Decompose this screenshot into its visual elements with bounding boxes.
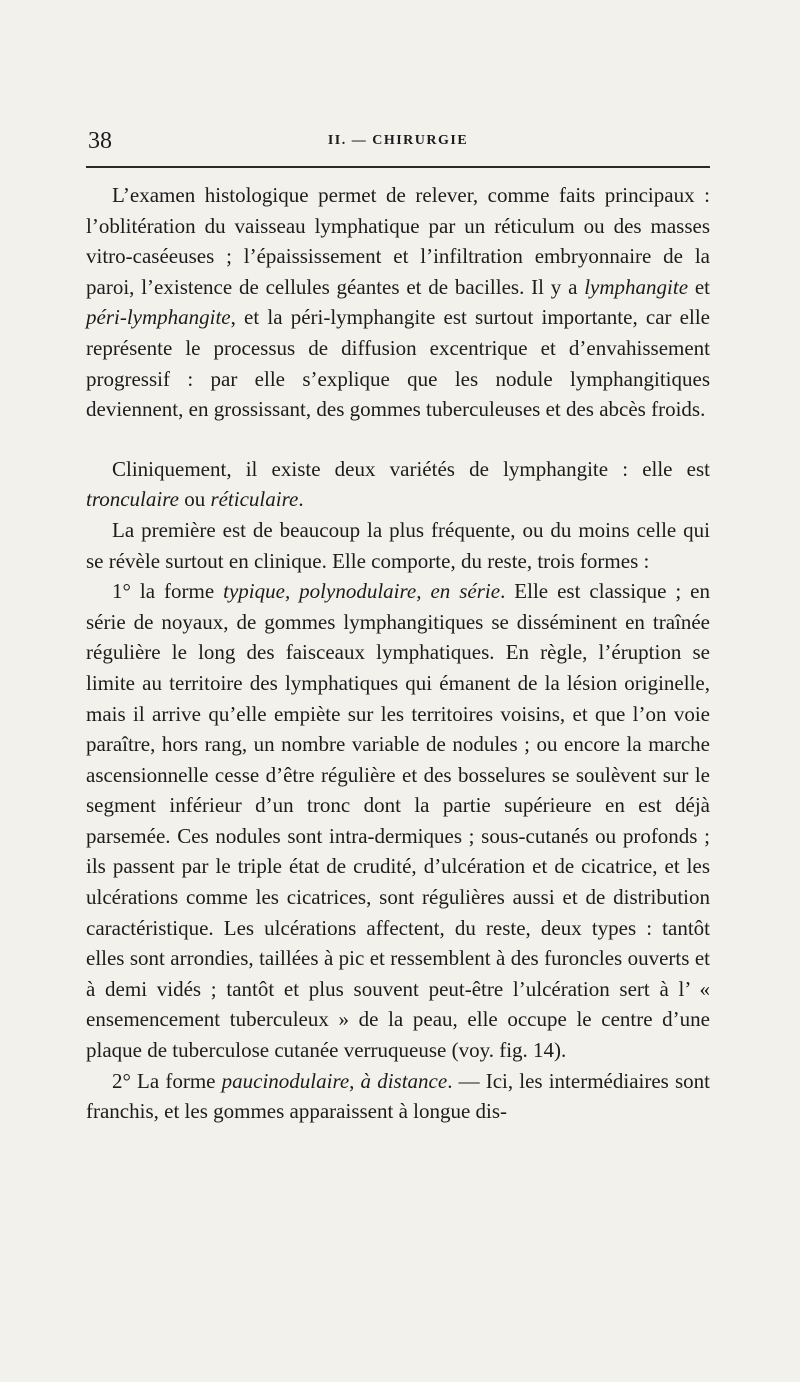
- text-segment: . Elle est classique ; en série de noyaux, de gommes lymphangitiques se disséminent en traînée régulière le long des faisceaux lymphatiques. En règle, l’éruption se limite au territoire des lymphatiques qui émanent de la lésion originelle, mais il arrive qu’elle empiète sur les territoires voisins, et que l’on voie paraître, hors rang, un nombre variable de nodules ; ou encore la marche ascensionnelle cesse d’être régulière et des bosselures se soulèvent sur le segment inférieur d’un tronc dont la partie supérieure en est déjà parsemée. Ces nodules sont intra-dermiques ; sous-cutanés ou profonds ; ils passent par le triple état de crudité, d’ulcération et de cicatrice, et les ulcérations comme les cicatrices, sont régulières aussi et de distribution caractéristique. Les ulcérations affectent, du reste, deux types : tantôt elles sont arrondies, taillées à pic et ressemblent à des furoncles ouverts et à demi vidés ; tantôt et plus souvent peut-être l’ulcération sert à l’ « ensemencement tuberculeux » de la peau, elle occupe le centre d’une plaque de tuberculose cutanée verruqueuse (voy. fig. 14).: [86, 579, 710, 1063]
- italic-term: lymphangite: [584, 274, 689, 299]
- paragraph-three-forms: [86, 515, 710, 576]
- text-segment: ou: [178, 487, 211, 512]
- italic-term: péri-lymphangite: [86, 305, 231, 330]
- italic-term: typique, polynodulaire, en série: [223, 579, 501, 604]
- text-segment: La première est de beaucoup la plus fréquente, ou du moins celle qui se révèle surtout en clinique. Elle comporte, du reste, trois formes :: [86, 517, 710, 573]
- text-segment: et: [688, 274, 710, 299]
- italic-term: tronculaire: [86, 487, 179, 512]
- text-segment: , et la péri-lymphangite est surtout importante, car elle représente le processus de diffusion excentrique et d’envahissement progressif : par elle s’explique que les nodule lymphangitiques deviennent, en grossissant, des gommes tuberculeuses et des abcès froids.: [86, 305, 710, 422]
- paragraph-clinical-varieties: [86, 454, 710, 515]
- page-header: [88, 126, 708, 156]
- body-text: [86, 180, 710, 1127]
- text-segment: 1° la forme: [112, 579, 224, 604]
- paragraph-form-typical: [86, 576, 710, 1066]
- header-rule: [86, 166, 710, 168]
- paragraph-histology: [86, 180, 710, 425]
- text-segment: Cliniquement, il existe deux variétés de lymphangite : elle est: [112, 456, 710, 481]
- text-segment: . — Ici, les intermédiaires sont franchis, et les gommes apparaissent à longue dis-: [86, 1068, 710, 1124]
- italic-term: réticulaire: [210, 487, 299, 512]
- italic-term: paucinodulaire, à distance: [221, 1068, 448, 1093]
- text-segment: L’examen histologique permet de relever, comme faits principaux : l’oblitération du vaisseau lymphatique par un réticulum ou des masses vitro-caséeuses ; l’épaississement et l’infiltration embryonnaire de la paroi, l’existence de cellules géantes et de bacilles. Il y a: [86, 183, 710, 299]
- text-segment: 2° La forme: [112, 1068, 222, 1093]
- paragraph-form-paucinodular: [86, 1066, 710, 1127]
- page-number: 38: [88, 128, 112, 154]
- running-head: II. — CHIRURGIE: [327, 133, 469, 148]
- text-segment: .: [298, 487, 304, 512]
